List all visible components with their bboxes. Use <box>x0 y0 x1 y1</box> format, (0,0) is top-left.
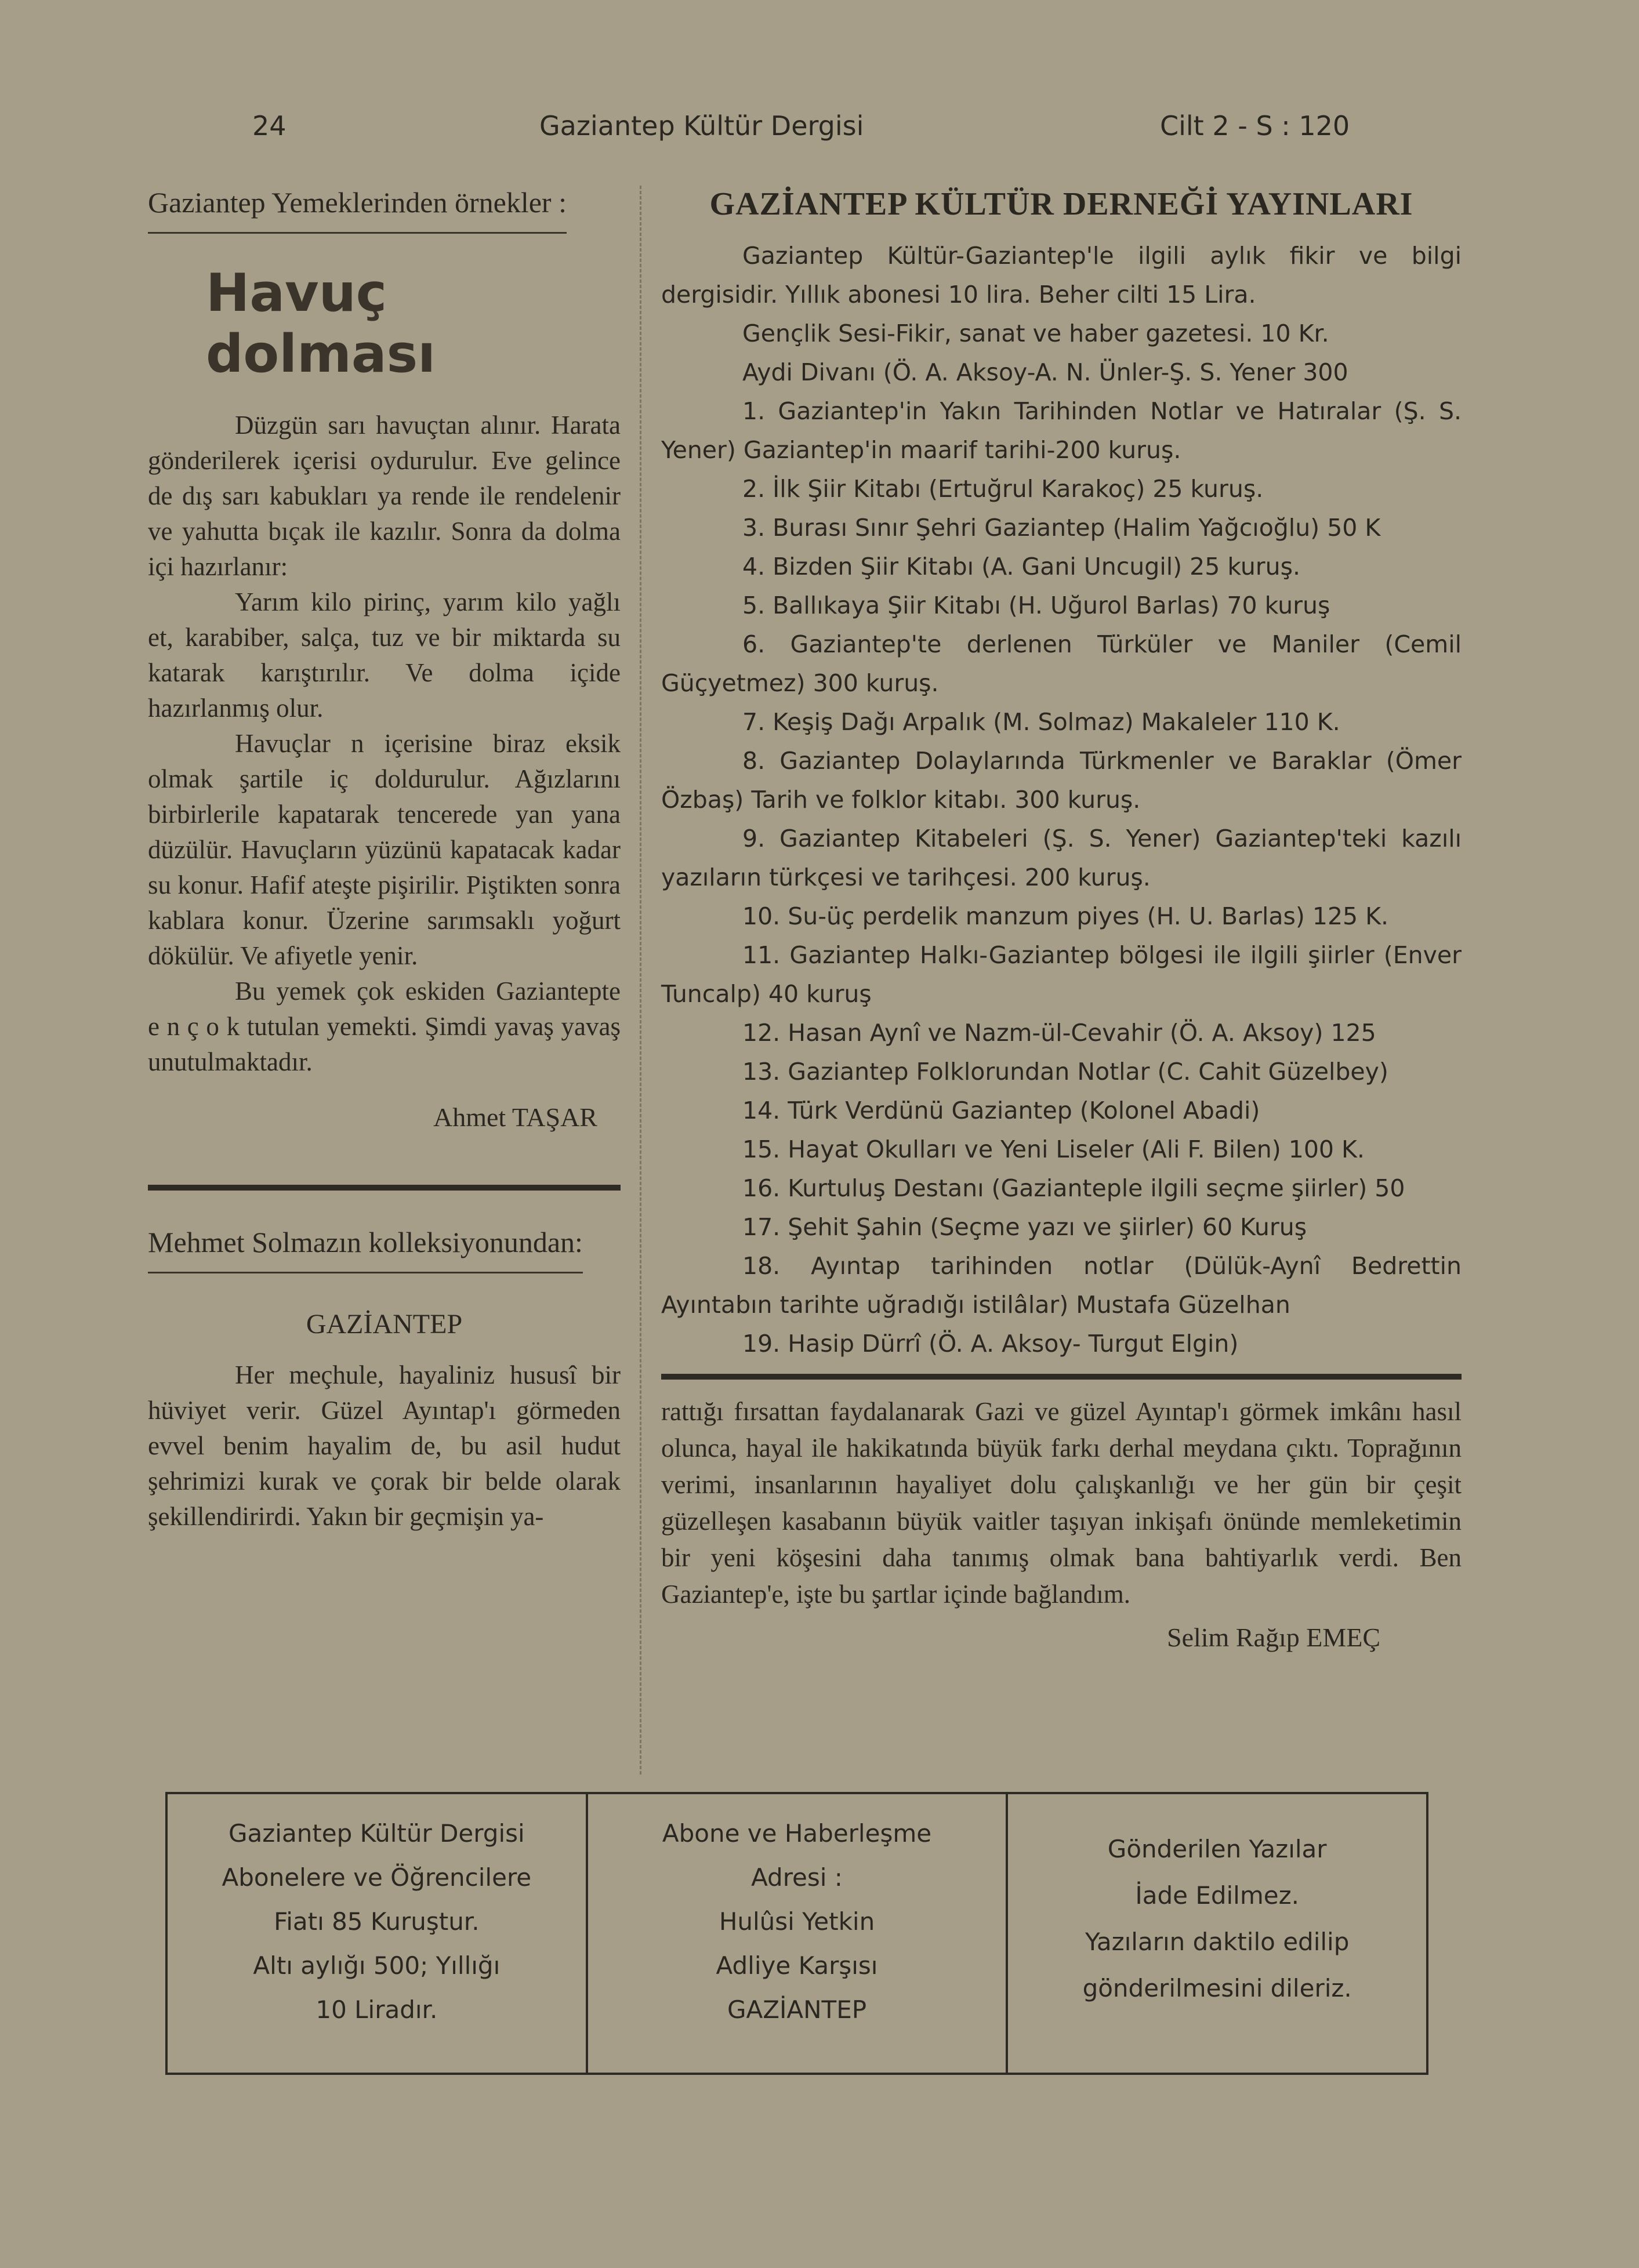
subscription-line: 10 Liradır. <box>316 1995 438 2024</box>
notice-line: İade Edilmez. <box>1135 1881 1300 1910</box>
column-divider <box>640 186 641 1775</box>
subscription-cell <box>168 1794 588 2073</box>
recipe-paragraph: Havuçlar n içerisine biraz eksik olmak şartile iç doldurulur. Ağızlarını birbirlerile kapatarak tencerede yan yana düzülür. Havuçların yüzünü kapatacak kadar su konur. Hafif ateşte pişirilir. Piştikten sonra kablara konur. Üzerine sarımsaklı yoğurt dökülür. Ve afiyetle yenir. <box>148 729 621 970</box>
continuation-text: rattığı fırsattan faydalanarak Gazi ve güzel Ayıntap'ı görmek imkânı hasıl olunca, hayal ile hakikatında büyük farkı derhal meydana çıktı. Toprağının verimi, insanlarının hayaliyet dolu çalışkanlığı ve her gün bir çeşit güzelleşen kasabanın büyük vaitler taşıyan inkişafı önünde memleketimin bir yeni köşesini daha tanımış olmak bana bahtiyarlık verdi. Ben Gaziantep'e, işte bu şartlar içinde bağlandım. <box>661 1397 1462 1609</box>
notice-line: gönderilmesini dileriz. <box>1082 1974 1352 2002</box>
recipe-paragraph: Bu yemek çok eskiden Gaziantepte e n ç o k tutulan yemekti. Şimdi yavaş yavaş unutulmaktadır. <box>148 977 621 1076</box>
journal-title: Gaziantep Kültür Dergisi <box>539 110 864 141</box>
publication-item: 2. İlk Şiir Kitabı (Ertuğrul Karakoç) 25 kuruş. <box>742 475 1264 503</box>
publication-item: 3. Burası Sınır Şehri Gaziantep (Halim Yağcıoğlu) 50 K <box>742 514 1381 542</box>
address-line: Adresi : <box>751 1863 843 1892</box>
notice-line: Yazıların daktilo edilip <box>1085 1928 1350 1956</box>
intro-line: Aydi Divanı (Ö. A. Aksoy-A. N. Ünler-Ş. S. Yener 300 <box>742 358 1348 386</box>
publication-item: 9. Gaziantep Kitabeleri (Ş. S. Yener) Gaziantep'teki kazılı yazıların türkçesi ve tarihçesi. 200 kuruş. <box>661 825 1462 891</box>
subscription-line: Abonelere ve Öğrencilere <box>222 1863 532 1892</box>
address-line: Abone ve Haberleşme <box>662 1819 932 1848</box>
intro-line: Gençlik Sesi-Fikir, sanat ve haber gazetesi. 10 Kr. <box>742 320 1329 347</box>
subscription-line: Altı aylığı 500; Yıllığı <box>253 1951 501 1980</box>
publication-item: 1. Gaziantep'in Yakın Tarihinden Notlar ve Hatıralar (Ş. S. Yener) Gaziantep'in maarif tarihi-200 kuruş. <box>661 397 1462 464</box>
publication-item: 14. Türk Verdünü Gaziantep (Kolonel Abadi) <box>742 1097 1260 1124</box>
publication-item: 11. Gaziantep Halkı-Gaziantep bölgesi ile ilgili şiirler (Enver Tuncalp) 40 kuruş <box>661 941 1462 1008</box>
recipe-title: Havuç dolması <box>206 263 436 384</box>
subscription-line: Fiatı 85 Kuruştur. <box>274 1907 480 1936</box>
poem-body <box>148 1358 621 1534</box>
publication-item: 12. Hasan Aynî ve Nazm-ül-Cevahir (Ö. A. Aksoy) 125 <box>742 1019 1376 1047</box>
section-rule <box>148 1185 621 1191</box>
publication-item: 19. Hasip Dürrî (Ö. A. Aksoy- Turgut Elgin) <box>742 1330 1239 1358</box>
poem-title: GAZİANTEP <box>306 1309 463 1340</box>
publication-item: 6. Gaziantep'te derlenen Türküler ve Maniler (Cemil Güçyetmez) 300 kuruş. <box>661 630 1462 697</box>
intro-line: Gaziantep Kültür-Gaziantep'le ilgili aylık fikir ve bilgi dergisidir. Yıllık abonesi 10 lira. Beher cilti 15 Lira. <box>661 242 1462 309</box>
address-line: Adliye Karşısı <box>716 1951 878 1980</box>
volume-issue: Cilt 2 - S : 120 <box>1160 110 1350 141</box>
recipe-author: Ahmet TAŞAR <box>433 1102 597 1132</box>
publication-item: 16. Kurtuluş Destanı (Gazianteple ilgili seçme şiirler) 50 <box>742 1174 1405 1202</box>
recipe-paragraph: Yarım kilo pirinç, yarım kilo yağlı et, karabiber, salça, tuz ve bir miktarda su katarak karıştırılır. Ve dolma içide hazırlanmış olur. <box>148 587 621 723</box>
notice-line: Gönderilen Yazılar <box>1107 1835 1327 1863</box>
publication-item: 10. Su-üç perdelik manzum piyes (H. U. Barlas) 125 K. <box>742 902 1389 930</box>
notice-cell <box>1008 1794 1426 2073</box>
publications-list <box>661 237 1462 1363</box>
publication-item: 5. Ballıkaya Şiir Kitabı (H. Uğurol Barlas) 70 kuruş <box>742 592 1330 619</box>
publication-item: 17. Şehit Şahin (Seçme yazı ve şiirler) 60 Kuruş <box>742 1213 1307 1241</box>
recipe-kicker: Gaziantep Yemeklerinden örnekler : <box>148 186 567 234</box>
publication-item: 7. Keşiş Dağı Arpalık (M. Solmaz) Makaleler 110 K. <box>742 708 1340 736</box>
publication-item: 4. Bizden Şiir Kitabı (A. Gani Uncugil) 25 kuruş. <box>742 553 1301 580</box>
subscription-line: Gaziantep Kültür Dergisi <box>228 1819 525 1848</box>
recipe-body <box>148 408 621 1080</box>
collection-kicker: Mehmet Solmazın kolleksiyonundan: <box>148 1225 583 1273</box>
publications-title: GAZİANTEP KÜLTÜR DERNEĞİ YAYINLARI <box>709 186 1413 222</box>
continuation-author: Selim Rağıp EMEÇ <box>1167 1623 1380 1652</box>
address-cell <box>588 1794 1009 2073</box>
address-line: Hulûsi Yetkin <box>719 1907 875 1936</box>
recipe-paragraph: Düzgün sarı havuçtan alınır. Harata gönderilerek içerisi oydurulur. Eve gelince de dış sarı kabukları ya rende ile rendelenir ve yahutta bıçak ile kazılır. Sonra da dolma içi hazırlanır: <box>148 411 621 581</box>
address-line: GAZİANTEP <box>727 1995 867 2024</box>
publication-item: 15. Hayat Okulları ve Yeni Liseler (Ali F. Bilen) 100 K. <box>742 1135 1365 1163</box>
left-column <box>148 186 621 1534</box>
poem-text: Her meçhule, hayaliniz hususî bir hüviyet verir. Güzel Ayıntap'ı görmeden evvel benim hayalim de, bu asil hudut şehrimizi kurak ve çorak bir belde olarak şekillendirirdi. Yakın bir geçmişin ya- <box>148 1360 621 1531</box>
info-box <box>165 1792 1428 2075</box>
publication-item: 8. Gaziantep Dolaylarında Türkmenler ve Baraklar (Ömer Özbaş) Tarih ve folklor kitabı. 300 kuruş. <box>661 747 1462 814</box>
publication-item: 13. Gaziantep Folklorundan Notlar (C. Cahit Güzelbey) <box>742 1058 1388 1086</box>
section-rule <box>661 1374 1462 1380</box>
page-number: 24 <box>252 110 287 141</box>
right-column <box>661 186 1462 1653</box>
publication-item: 18. Ayıntap tarihinden notlar (Dülük-Aynî Bedrettin Ayıntabın tarihte uğradığı istilâlar) Mustafa Güzelhan <box>661 1252 1462 1319</box>
